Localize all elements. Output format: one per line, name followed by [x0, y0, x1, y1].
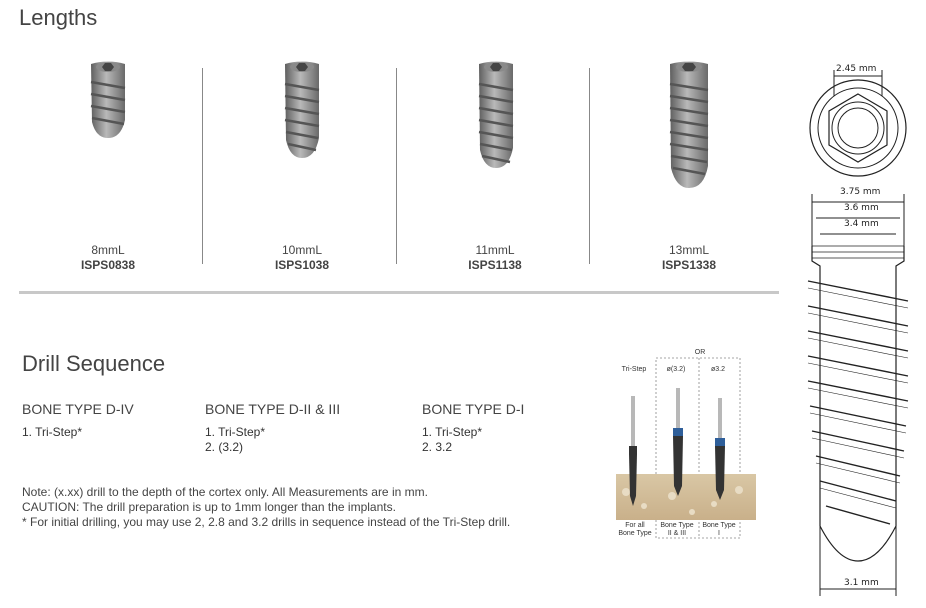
implant-technical-drawing — [798, 56, 918, 601]
length-sku: ISPS0838 — [80, 258, 136, 272]
drill-step: 1. Tri-Step* — [422, 425, 483, 439]
dimension-top: 2.45 mm — [836, 64, 877, 74]
implant-image-13mm — [667, 60, 711, 190]
bone-type-title: BONE TYPE D-I — [422, 401, 525, 417]
bone-type-title: BONE TYPE D-II & III — [205, 401, 341, 417]
length-label: 10mmL — [281, 243, 322, 257]
length-label: 13mmL — [668, 243, 709, 257]
length-sku: ISPS1338 — [661, 258, 717, 272]
drill-header: Tri-Step — [621, 366, 647, 373]
note-text: Note: (x.xx) drill to the depth of the cortex only. All Measurements are in mm. — [22, 485, 428, 499]
bone-type-title: BONE TYPE D-IV — [22, 401, 134, 417]
length-sku: ISPS1038 — [274, 258, 330, 272]
dimension-mid-diameter: 3.6 mm — [844, 203, 879, 213]
implant-image-11mm — [476, 60, 516, 170]
drill-step: 1. Tri-Step* — [22, 425, 83, 439]
column-divider — [589, 68, 590, 264]
drill-footer: Bone Type I — [702, 522, 736, 537]
length-sku: ISPS1138 — [468, 258, 522, 272]
implant-image-8mm — [88, 60, 128, 140]
drill-footer: For all Bone Type — [618, 522, 652, 537]
or-label: OR — [694, 349, 706, 356]
lengths-title: Lengths — [19, 5, 98, 30]
drill-sequence-title: Drill Sequence — [22, 351, 166, 376]
footnote-text: * For initial drilling, you may use 2, 2.8 and 3.2 drills in sequence instead of the Tri-Step drill. — [22, 515, 511, 529]
section-divider — [19, 291, 779, 294]
dimension-inner-diameter: 3.4 mm — [844, 219, 879, 229]
dimension-apex: 3.1 mm — [844, 578, 879, 588]
column-divider — [396, 68, 397, 264]
dimension-outer-diameter: 3.75 mm — [840, 187, 881, 197]
drill-header: ø3.2 — [710, 366, 725, 373]
length-label: 11mmL — [475, 243, 515, 257]
caution-text: CAUTION: The drill preparation is up to 1mm longer than the implants. — [22, 500, 396, 514]
implant-image-10mm — [282, 60, 322, 160]
drill-step: 2. 3.2 — [422, 440, 453, 454]
drill-footer: Bone Type II & III — [660, 522, 694, 537]
drill-step: 2. (3.2) — [205, 440, 244, 454]
drill-sequence-diagram — [614, 346, 764, 542]
drill-header: ø(3.2) — [666, 366, 686, 373]
length-label: 8mmL — [91, 243, 125, 257]
drill-step: 1. Tri-Step* — [205, 425, 266, 439]
column-divider — [202, 68, 203, 264]
